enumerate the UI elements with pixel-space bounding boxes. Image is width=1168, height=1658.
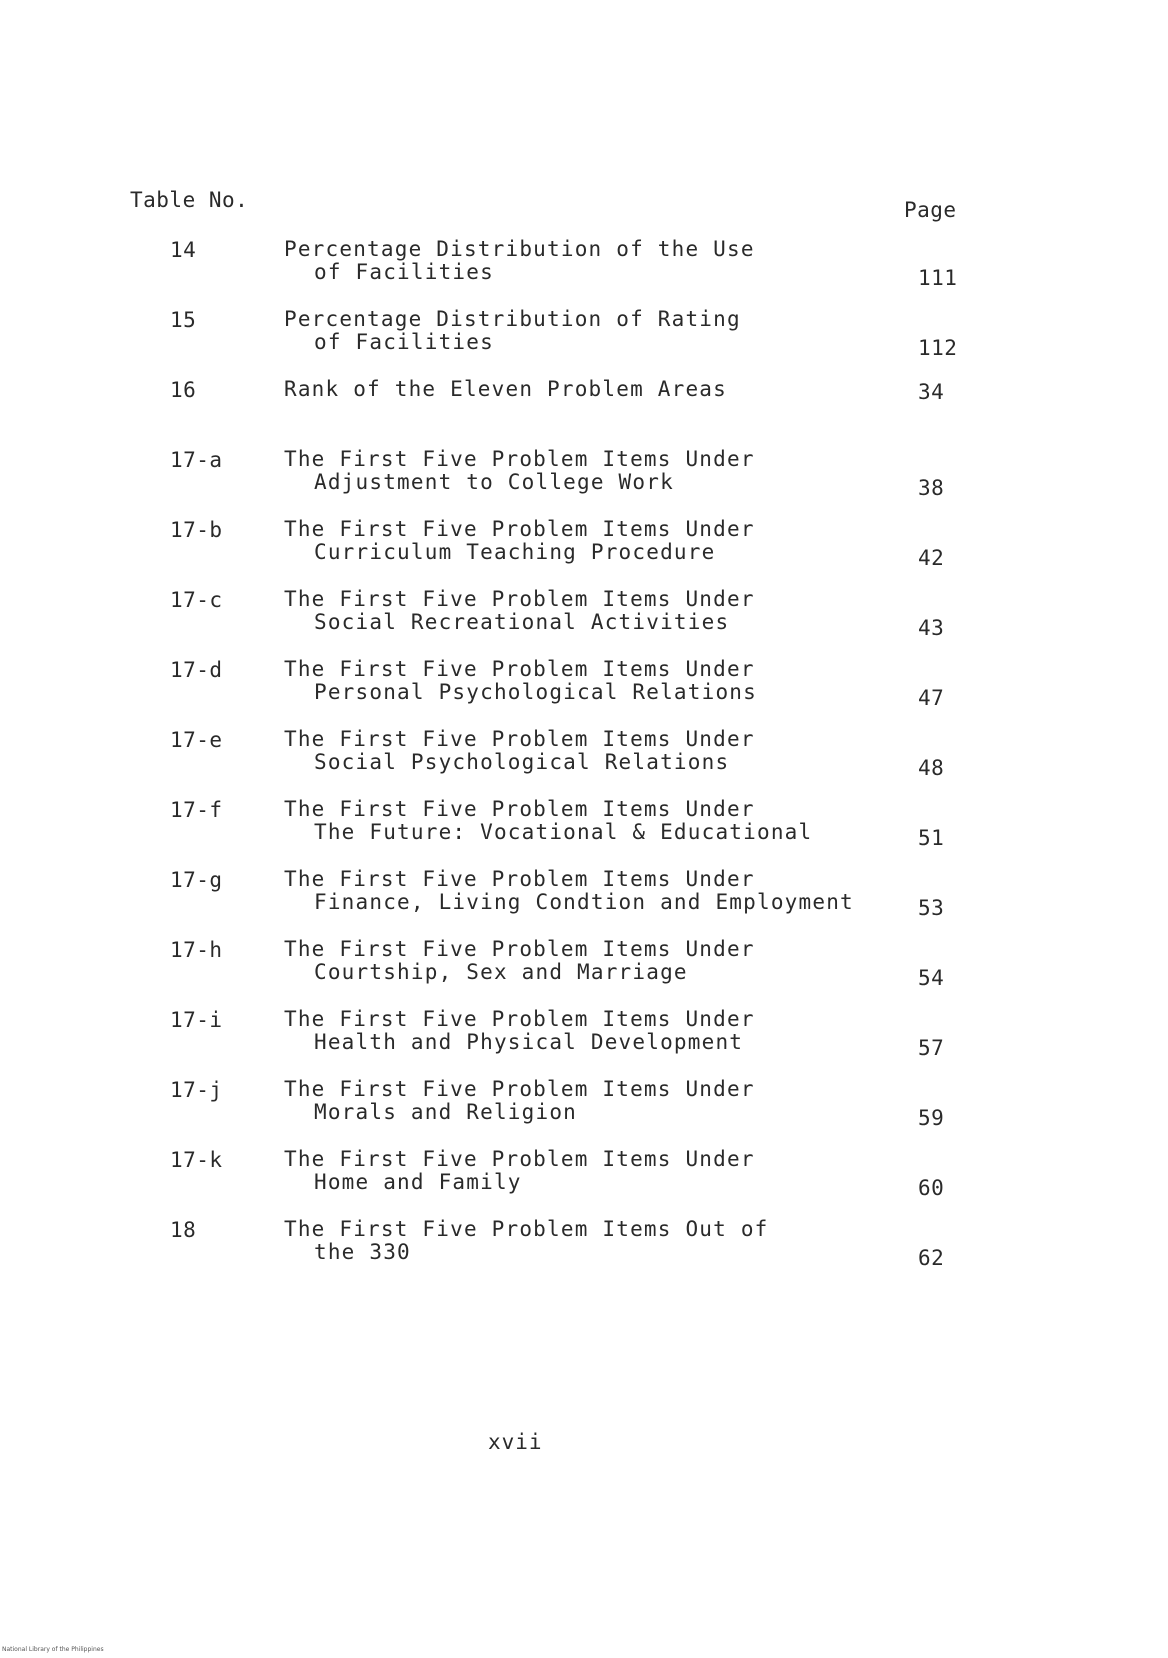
list-item: [0, 448, 1168, 518]
table-title: [284, 868, 854, 914]
table-title: [284, 238, 755, 284]
page-reference: 111: [918, 266, 958, 290]
table-title-line: of Facilities: [314, 330, 494, 354]
page-reference: 57: [918, 1036, 945, 1060]
table-number: 17-k: [170, 1148, 223, 1172]
table-title: [284, 1148, 755, 1194]
table-title-line: Social Psychological Relations: [314, 750, 730, 774]
list-item: [0, 1008, 1168, 1078]
page-reference: 60: [918, 1176, 945, 1200]
page-reference: 38: [918, 476, 945, 500]
table-title: [284, 308, 741, 354]
page-reference: 48: [918, 756, 945, 780]
list-item: [0, 238, 1168, 308]
table-title-line: The First Five Problem Items Under: [284, 727, 755, 751]
table-title-line: Social Recreational Activities: [314, 610, 730, 634]
table-number: 17-i: [170, 1008, 223, 1032]
table-title-line: The First Five Problem Items Under: [284, 587, 755, 611]
table-title-line: The First Five Problem Items Under: [284, 797, 755, 821]
table-title-line: Courtship, Sex and Marriage: [314, 960, 688, 984]
table-number: 14: [170, 238, 197, 262]
table-title: [284, 378, 727, 401]
table-title-line: Curriculum Teaching Procedure: [314, 540, 716, 564]
table-number: 18: [170, 1218, 197, 1242]
table-title-line: Personal Psychological Relations: [314, 680, 757, 704]
table-title-line: Adjustment to College Work: [314, 470, 674, 494]
table-title-line: The First Five Problem Items Under: [284, 1077, 755, 1101]
table-number: 17-b: [170, 518, 223, 542]
table-title-line: Percentage Distribution of Rating: [284, 307, 741, 331]
list-item: [0, 1148, 1168, 1218]
table-title-line: Morals and Religion: [314, 1100, 578, 1124]
page-reference: 43: [918, 616, 945, 640]
page-reference: 53: [918, 896, 945, 920]
page-reference: 62: [918, 1246, 945, 1270]
page-reference: 59: [918, 1106, 945, 1130]
table-title-line: The First Five Problem Items Under: [284, 1007, 755, 1031]
table-title: [284, 658, 757, 704]
table-number: 17-c: [170, 588, 223, 612]
page-reference: 47: [918, 686, 945, 710]
list-item: [0, 378, 1168, 448]
table-title: [284, 728, 755, 774]
table-title-line: Finance, Living Condtion and Employment: [314, 890, 854, 914]
table-title: [284, 588, 755, 634]
table-number: 17-g: [170, 868, 223, 892]
table-title-line: The First Five Problem Items Out of: [284, 1217, 769, 1241]
archive-stamp: National Library of the Philippines: [2, 1646, 104, 1653]
table-title-line: The First Five Problem Items Under: [284, 657, 755, 681]
table-number: 17-a: [170, 448, 223, 472]
page-reference: 112: [918, 336, 958, 360]
table-title-line: The First Five Problem Items Under: [284, 447, 755, 471]
list-item: [0, 588, 1168, 658]
table-number: 17-e: [170, 728, 223, 752]
table-title-line: Health and Physical Development: [314, 1030, 744, 1054]
table-title-line: Percentage Distribution of the Use: [284, 237, 755, 261]
page-reference: 51: [918, 826, 945, 850]
table-title: [284, 938, 755, 984]
list-item: [0, 1218, 1168, 1288]
table-title: [284, 798, 812, 844]
table-title: [284, 518, 755, 564]
list-item: [0, 518, 1168, 588]
table-number: 17-h: [170, 938, 223, 962]
table-title: [284, 1078, 755, 1124]
list-item: [0, 1078, 1168, 1148]
table-title: [284, 1218, 769, 1264]
table-number: 15: [170, 308, 197, 332]
table-title-line: Rank of the Eleven Problem Areas: [284, 377, 727, 401]
table-title-line: the 330: [314, 1240, 411, 1264]
table-number: 17-j: [170, 1078, 223, 1102]
table-number: 17-f: [170, 798, 223, 822]
list-item: [0, 658, 1168, 728]
table-title-line: The First Five Problem Items Under: [284, 1147, 755, 1171]
list-item: [0, 308, 1168, 378]
page-reference: 42: [918, 546, 945, 570]
page-column-header: Page: [904, 198, 957, 222]
table-title-line: The Future: Vocational & Educational: [314, 820, 813, 844]
list-item: [0, 798, 1168, 868]
page-number: xvii: [488, 1430, 543, 1454]
table-title: [284, 1008, 755, 1054]
table-title-line: of Facilities: [314, 260, 494, 284]
page-reference: 54: [918, 966, 945, 990]
table-no-header: Table No.: [130, 188, 249, 212]
table-title: [284, 448, 755, 494]
list-item: [0, 868, 1168, 938]
table-title-line: Home and Family: [314, 1170, 522, 1194]
table-list: [0, 238, 1168, 1288]
table-number: 17-d: [170, 658, 223, 682]
table-title-line: The First Five Problem Items Under: [284, 517, 755, 541]
table-number: 16: [170, 378, 197, 402]
list-item: [0, 938, 1168, 1008]
table-title-line: The First Five Problem Items Under: [284, 937, 755, 961]
table-title-line: The First Five Problem Items Under: [284, 867, 755, 891]
list-item: [0, 728, 1168, 798]
page-reference: 34: [918, 380, 945, 404]
